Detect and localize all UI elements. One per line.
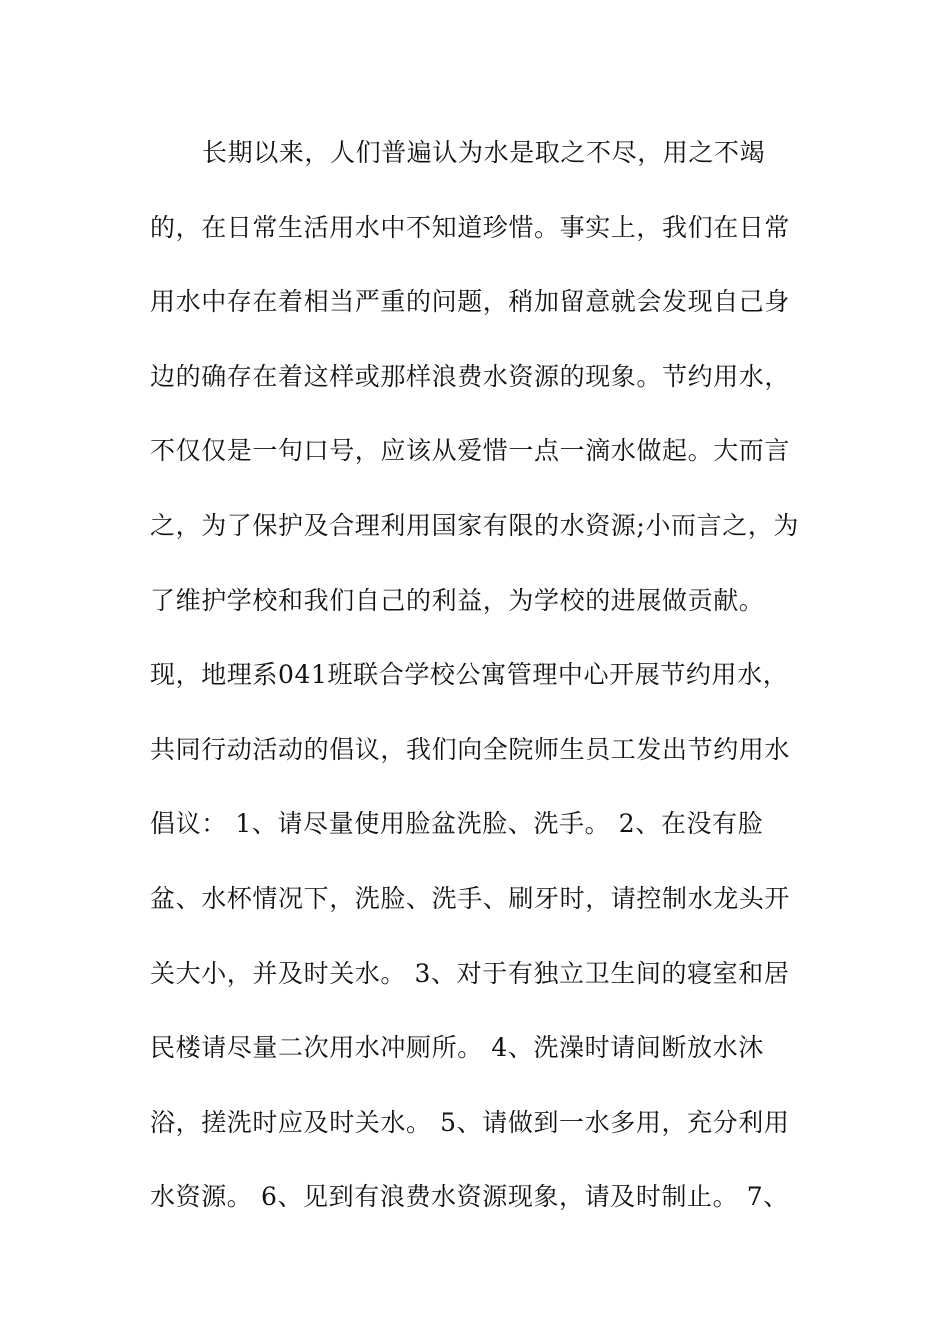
text-line-2: 的，在日常生活用水中不知道珍惜。事实上，我们在日常	[150, 212, 791, 242]
text-line-6: 之，为了保护及合理利用国家有限的水资源;小而言之，为	[150, 510, 800, 540]
text-line-5: 不仅仅是一句口号，应该从爱惜一点一滴水做起。大而言	[150, 436, 791, 466]
text-line-15: 水资源。 6、见到有浪费水资源现象，请及时制止。 7、	[150, 1182, 789, 1212]
text-line-11: 盆、水杯情况下，洗脸、洗手、刷牙时，请控制水龙头开	[150, 883, 791, 913]
text-line-13: 民楼请尽量二次用水冲厕所。 4、洗澡时请间断放水沐	[150, 1033, 764, 1063]
text-line-9: 共同行动活动的倡议，我们向全院师生员工发出节约用水	[150, 734, 791, 764]
text-line-12: 关大小，并及时关水。 3、对于有独立卫生间的寝室和居	[150, 958, 790, 988]
text-line-4: 边的确存在着这样或那样浪费水资源的现象。节约用水，	[150, 361, 791, 391]
text-line-3: 用水中存在着相当严重的问题，稍加留意就会发现自己身	[150, 287, 791, 317]
body-text	[150, 129, 810, 1248]
text-line-7: 了维护学校和我们自己的利益，为学校的进展做贡献。	[150, 585, 765, 615]
text-line-10: 倡议： 1、请尽量使用脸盆洗脸、洗手。 2、在没有脸	[150, 809, 764, 839]
text-line-1: 长期以来，人们普遍认为水是取之不尽，用之不竭	[202, 138, 766, 167]
text-line-14: 浴，搓洗时应及时关水。 5、请做到一水多用，充分利用	[150, 1107, 790, 1137]
text-line-8: 现，地理系041班联合学校公寓管理中心开展节约用水，	[150, 660, 789, 690]
